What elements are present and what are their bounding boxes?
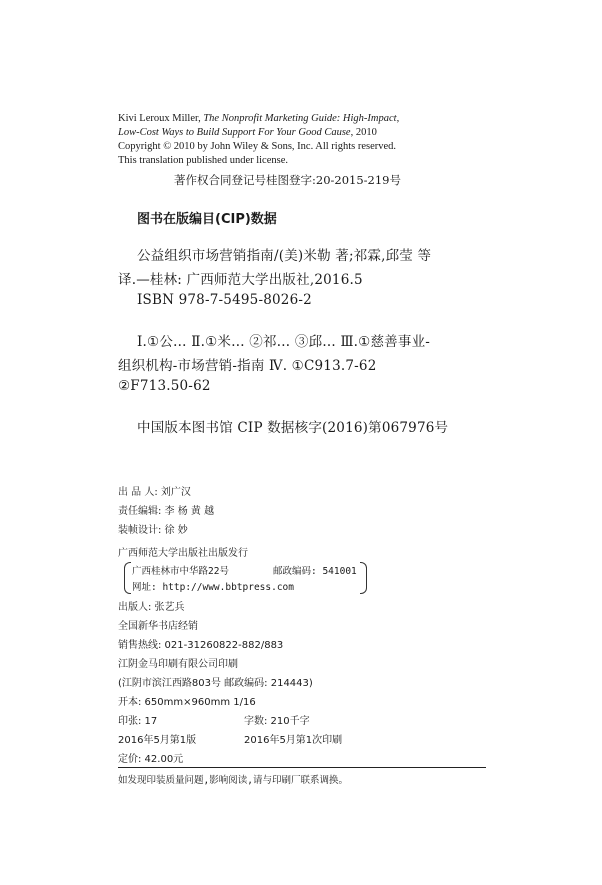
address-bracket-right xyxy=(360,562,367,594)
divider-rule xyxy=(118,767,486,768)
publisher-address: 广西桂林市中华路22号 xyxy=(132,566,229,577)
printer-address: (江阴市滨江西路803号 邮政编码: 214443) xyxy=(118,678,313,689)
copyright-statement: Copyright © 2010 by John Wiley & Sons, Inc. All rights reserved. xyxy=(118,141,397,152)
book-title-part-1: The Nonprofit Marketing Guide: High-Impact, xyxy=(203,113,400,124)
credit-designer: 装帧设计: 徐 妙 xyxy=(118,525,188,536)
cip-heading: 图书在版编目(CIP)数据 xyxy=(137,212,277,227)
edition: 2016年5月第1版 xyxy=(118,735,197,746)
license-statement: This translation published under license. xyxy=(118,155,289,166)
publisher-postcode: 邮政编码: 541001 xyxy=(273,566,357,577)
distributor: 全国新华书店经销 xyxy=(118,621,198,632)
registration-number: 著作权合同登记号桂图登字:20-2015-219号 xyxy=(174,173,401,187)
author-name: Kivi Leroux Miller, xyxy=(118,113,204,124)
cip-data-number: 中国版本图书馆 CIP 数据核字(2016)第067976号 xyxy=(137,420,449,436)
cip-record-line-1: 公益组织市场营销指南/(美)米勒 著;祁霖,邱莹 等 xyxy=(137,248,432,264)
publisher-name: 广西师范大学出版社出版发行 xyxy=(118,548,248,559)
publication-year: , 2010 xyxy=(350,127,377,138)
address-bracket-left xyxy=(124,562,131,594)
cip-record-line-2: 译.—桂林: 广西师范大学出版社,2016.5 xyxy=(118,272,363,288)
copyright-line-2 xyxy=(118,126,377,140)
cip-classification-line-3: ②F713.50-62 xyxy=(118,378,211,394)
printing: 2016年5月第1次印刷 xyxy=(244,735,343,746)
isbn: ISBN 978-7-5495-8026-2 xyxy=(137,292,312,308)
sales-hotline: 销售热线: 021-31260822-882/883 xyxy=(118,640,284,651)
book-title-part-2: Low-Cost Ways to Build Support For Your Good Cause xyxy=(118,127,351,138)
word-count: 字数: 210千字 xyxy=(244,716,310,727)
credit-producer: 出 品 人: 刘广汉 xyxy=(118,487,191,498)
cip-classification-line-2: 组织机构-市场营销-指南 Ⅳ. ①C913.7-62 xyxy=(118,358,377,374)
price: 定价: 42.00元 xyxy=(118,754,184,765)
credit-editors: 责任编辑: 李 杨 黄 越 xyxy=(118,506,215,517)
printer: 江阴金马印刷有限公司印刷 xyxy=(118,659,238,670)
cip-classification-line-1: Ⅰ.①公… Ⅱ.①米… ②祁… ③邱… Ⅲ.①慈善事业- xyxy=(137,334,431,350)
publisher-website: 网址: http://www.bbtpress.com xyxy=(132,582,294,593)
printed-sheets: 印张: 17 xyxy=(118,716,158,727)
book-format: 开本: 650mm×960mm 1/16 xyxy=(118,697,256,708)
publisher-person: 出版人: 张艺兵 xyxy=(118,602,185,613)
copyright-line-1 xyxy=(118,112,399,126)
quality-notice: 如发现印装质量问题,影响阅读,请与印刷厂联系调换。 xyxy=(118,775,348,786)
